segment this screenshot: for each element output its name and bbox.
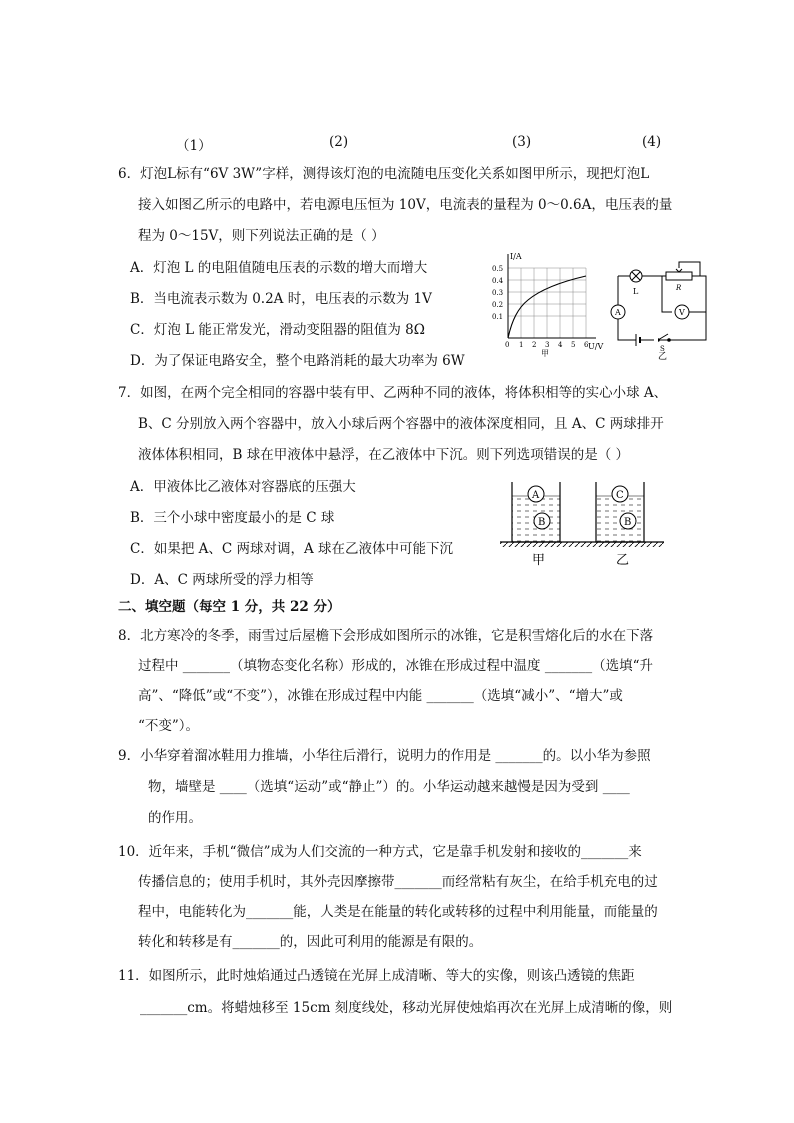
q10-line-2: 传播信息的；使用手机时，其外壳因摩擦带_______而经常粘有灰尘，在给手机充电的过 bbox=[138, 874, 658, 890]
ball-b-label: B bbox=[624, 517, 632, 528]
iu-x-tick: 2 bbox=[532, 341, 537, 349]
voltmeter-label: V bbox=[679, 308, 685, 317]
iu-y-tick: 0.5 bbox=[492, 265, 504, 273]
ground bbox=[500, 542, 664, 547]
q6-option-b: B．当电流表示数为 0.2A 时，电压表的示数为 1V bbox=[130, 291, 432, 307]
ball-c-label: C bbox=[616, 490, 624, 501]
q9-line-2: 物，墙壁是 ____（选填“运动”或“静止”）的。小华运动越来越慢是因为受到 ____ bbox=[148, 779, 630, 795]
rheostat-icon bbox=[666, 272, 692, 280]
figure-label-3: (3) bbox=[512, 134, 532, 150]
figure-label-1: （1） bbox=[176, 138, 212, 154]
q10-line-1: 10．近年来，手机“微信”成为人们交流的一种方式，它是靠手机发射和接收的_______来 bbox=[118, 844, 642, 860]
q10-line-4: 转化和转移是有_______的，因此可利用的能源是有限的。 bbox=[138, 934, 483, 950]
iu-y-tick: 0.3 bbox=[492, 289, 504, 297]
q8-line-4: “不变”）。 bbox=[138, 718, 200, 734]
q10-line-3: 程中，电能转化为_______能，人类是在能量的转化或转移的过程中利用能量，而能量的 bbox=[138, 904, 658, 920]
ball-b-label: B bbox=[538, 517, 546, 528]
circuit-caption: 乙 bbox=[658, 352, 668, 360]
q8-line-2: 过程中 _______（填物态变化名称）形成的，冰锥在形成过程中温度 _______（选填“升 bbox=[138, 658, 653, 674]
q7-stem-line-2: B、C 分别放入两个容器中，放入小球后两个容器中的液体深度相同，且 A、C 两球排开 bbox=[138, 416, 664, 432]
q6-option-c: C．灯泡 L 能正常发光，滑动变阻器的阻值为 8Ω bbox=[130, 322, 425, 338]
q7-option-c: C．如果把 A、C 两球对调，A 球在乙液体中可能下沉 bbox=[130, 541, 454, 557]
q6-option-d: D．为了保证电路安全，整个电路消耗的最大功率为 6W bbox=[130, 353, 465, 369]
q6-stem-line-1: 6．灯泡L标有“6V 3W”字样，测得该灯泡的电流随电压变化关系如图甲所示，现把灯泡L bbox=[118, 166, 650, 182]
iu-y-tick: 0.1 bbox=[492, 313, 504, 321]
rheostat-label: R bbox=[676, 284, 682, 292]
switch-label: S bbox=[660, 345, 665, 353]
q7-option-b: B．三个小球中密度最小的是 C 球 bbox=[130, 510, 335, 526]
lamp-label: L bbox=[633, 287, 639, 296]
iu-x-tick: 6 bbox=[584, 341, 589, 349]
q7-option-d: D．A、C 两球所受的浮力相等 bbox=[130, 572, 314, 588]
circuit-diagram bbox=[606, 256, 722, 360]
figure-label-4: (4) bbox=[642, 134, 662, 150]
iu-graph-caption: 甲 bbox=[541, 349, 549, 358]
container-caption-jia: 甲 bbox=[532, 553, 546, 568]
containers-figure bbox=[500, 478, 664, 570]
q6-stem-line-2: 接入如图乙所示的电路中，若电源电压恒为 10V，电流表的量程为 0～0.6A，电压表的量 bbox=[138, 197, 673, 213]
q11-line-1: 11．如图所示，此时烛焰通过凸透镜在光屏上成清晰、等大的实像，则该凸透镜的焦距 bbox=[118, 968, 635, 984]
q8-line-3: 高”、“降低”或“不变”），冰锥在形成过程中内能 _______（选填“减小”、“增大”或 bbox=[138, 688, 623, 704]
iu-y-tick: 0.4 bbox=[492, 277, 504, 285]
q9-line-3: 的作用。 bbox=[148, 810, 202, 826]
q6-stem-line-3: 程为 0～15V，则下列说法正确的是（ ） bbox=[138, 228, 385, 244]
iu-x-tick: 0 bbox=[505, 341, 510, 349]
iu-y-axis-label: I/A bbox=[510, 252, 522, 261]
iu-x-tick: 3 bbox=[545, 341, 550, 349]
q11-line-2: _______cm。将蜡烛移至 15cm 刻度线处，移动光屏使烛焰再次在光屏上成清晰的像，则 bbox=[140, 1000, 673, 1016]
iu-x-tick: 1 bbox=[519, 341, 524, 349]
iu-x-tick: 4 bbox=[558, 341, 563, 349]
figure-label-2: (2) bbox=[329, 134, 349, 150]
iu-x-tick: 5 bbox=[571, 341, 576, 349]
ammeter-label: A bbox=[615, 308, 621, 317]
iu-x-axis-label: U/V bbox=[588, 342, 604, 351]
q6-option-a: A．灯泡 L 的电阻值随电压表的示数的增大而增大 bbox=[130, 260, 428, 276]
q7-stem-line-3: 液体体积相同，B 球在甲液体中悬浮，在乙液体中下沉。则下列选项错误的是（ ） bbox=[138, 447, 630, 463]
iu-graph bbox=[488, 250, 610, 358]
q9-line-1: 9．小华穿着溜冰鞋用力推墙，小华往后滑行，说明力的作用是 _______的。以小华为参照 bbox=[118, 748, 651, 764]
container-caption-yi: 乙 bbox=[616, 553, 630, 568]
q7-option-a: A．甲液体比乙液体对容器底的压强大 bbox=[130, 479, 356, 495]
q7-stem-line-1: 7．如图，在两个完全相同的容器中装有甲、乙两种不同的液体，将体积相等的实心小球 A、 bbox=[118, 385, 668, 401]
ball-a-label: A bbox=[532, 490, 540, 501]
iu-y-tick: 0.2 bbox=[492, 301, 504, 309]
section-heading: 二、填空题（每空 1 分，共 22 分） bbox=[118, 599, 341, 615]
q8-line-1: 8．北方寒冷的冬季，雨雪过后屋檐下会形成如图所示的冰锥，它是积雪熔化后的水在下落 bbox=[118, 628, 654, 644]
